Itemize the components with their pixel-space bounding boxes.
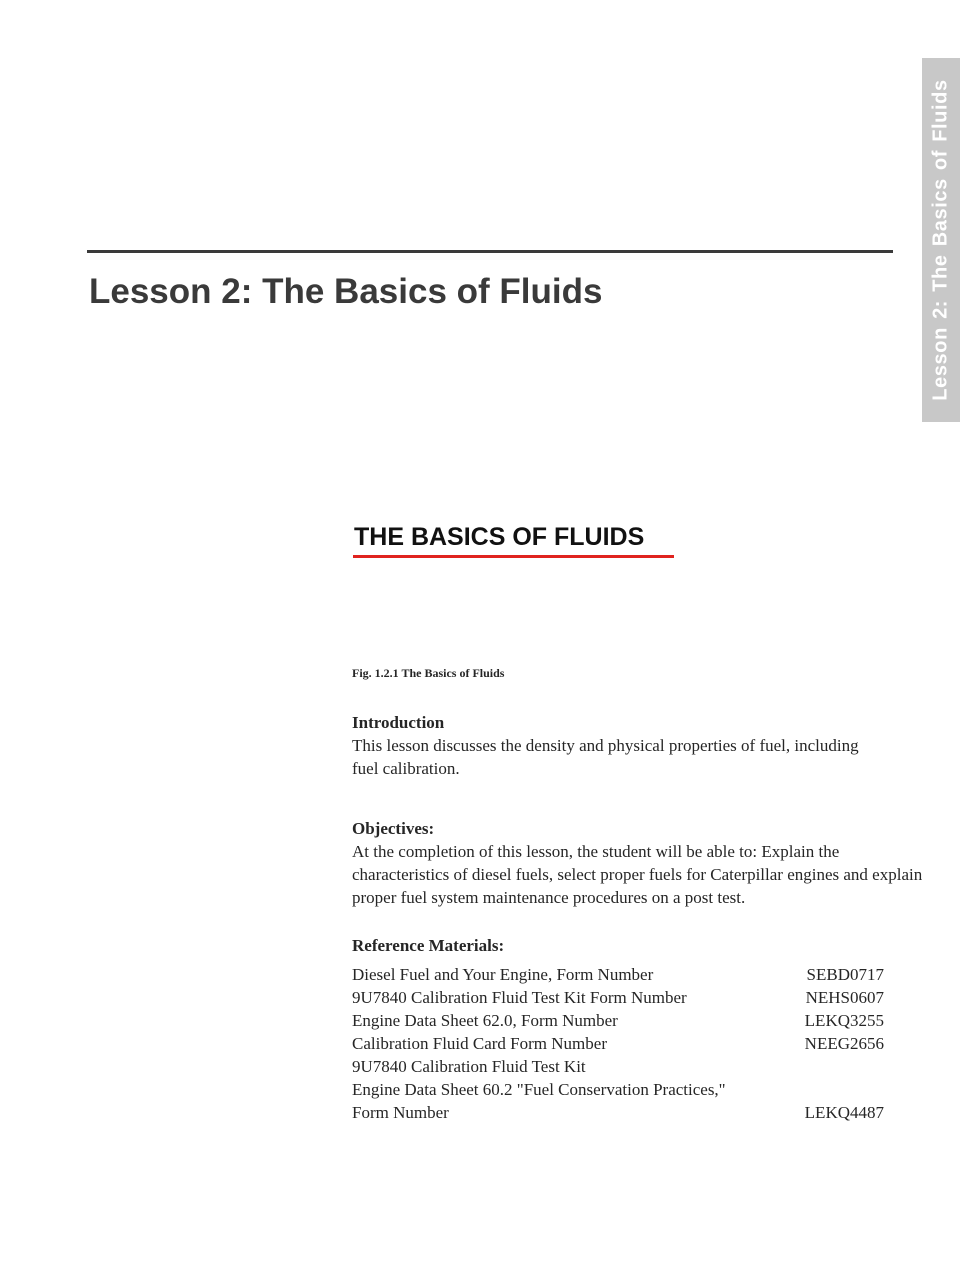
objectives-heading: Objectives:	[352, 819, 435, 838]
introduction-section	[352, 711, 932, 780]
references-heading-block	[352, 934, 932, 957]
reference-title: Diesel Fuel and Your Engine, Form Number	[352, 965, 654, 984]
reference-form-number: LEKQ3255	[804, 1011, 884, 1030]
references-heading: Reference Materials:	[352, 936, 505, 955]
objectives-body: At the completion of this lesson, the student will be able to: Explain the characteristics of diesel fuels, select proper fuels for Caterpillar engines and explain proper fuel system maintenance procedures on a post test.	[352, 842, 923, 907]
reference-row	[352, 963, 884, 986]
lesson-title: Lesson 2: The Basics of Fluids	[89, 272, 603, 311]
reference-list	[352, 963, 884, 1124]
reference-row	[352, 1009, 884, 1032]
objectives-section	[352, 817, 932, 909]
reference-title: Engine Data Sheet 60.2 "Fuel Conservation Practices,"	[352, 1080, 726, 1099]
side-tab	[922, 58, 960, 422]
reference-form-number: SEBD0717	[806, 965, 884, 984]
reference-form-number: NEEG2656	[804, 1034, 884, 1053]
reference-title: Engine Data Sheet 62.0, Form Number	[352, 1011, 618, 1030]
section-heading-underline	[353, 555, 674, 558]
reference-row	[352, 1055, 884, 1078]
side-tab-label: Lesson 2: The Basics of Fluids	[929, 79, 952, 401]
reference-title: 9U7840 Calibration Fluid Test Kit Form Number	[352, 988, 687, 1007]
title-rule	[87, 250, 893, 253]
reference-row	[352, 986, 884, 1009]
reference-form-number: NEHS0607	[805, 988, 884, 1007]
reference-row	[352, 1078, 884, 1101]
section-heading: THE BASICS OF FLUIDS	[354, 523, 645, 551]
introduction-heading: Introduction	[352, 713, 445, 732]
reference-row	[352, 1032, 884, 1055]
reference-form-number: LEKQ4487	[804, 1103, 884, 1122]
reference-title: Form Number	[352, 1103, 449, 1122]
introduction-body: This lesson discusses the density and physical properties of fuel, including fuel calibration.	[352, 736, 859, 778]
reference-title: 9U7840 Calibration Fluid Test Kit	[352, 1057, 586, 1076]
figure-caption: Fig. 1.2.1 The Basics of Fluids	[352, 666, 505, 680]
reference-row	[352, 1101, 884, 1124]
reference-title: Calibration Fluid Card Form Number	[352, 1034, 607, 1053]
